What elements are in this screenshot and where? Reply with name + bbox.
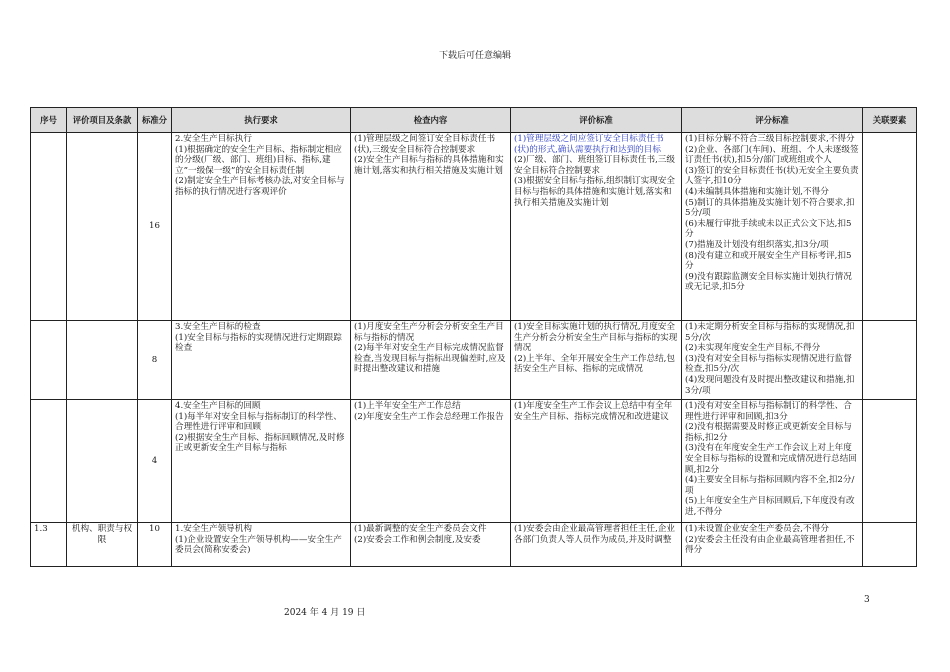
table-row <box>31 133 917 321</box>
row-check <box>351 400 511 523</box>
text-line: (4)未编制具体措施和实施计划,不得分 <box>685 186 829 197</box>
row-score: 4 <box>138 400 172 523</box>
text-line: (1)管理层级之间签订安全目标责任书(状),三级安全目标符合控制要求 <box>354 134 496 155</box>
highlighted-text-line: (1)管理层级之间应签订安全目标责任书(状)的形式,确认需要执行和达到的目标 <box>514 134 664 155</box>
col-header-eval-standard: 评价标准 <box>511 108 682 133</box>
row-grading <box>682 400 863 523</box>
text-line: 3.安全生产目标的检查 <box>175 322 261 332</box>
text-line: (3)没有对安全目标与指标实现情况进行监督检查,扣5分/次 <box>685 353 852 375</box>
row-requirement <box>172 523 351 567</box>
text-line: (1)月度安全生产分析会分析安全生产目标与指标的情况 <box>354 322 504 343</box>
header-note: 下载后可任意编辑 <box>438 51 511 61</box>
text-line: (2)企业、各部门(车间)、班组、个人未逐级签订责任书(状),扣5分/部门或班组或个人 <box>685 144 859 166</box>
row-item <box>67 400 138 523</box>
row-associated <box>863 133 917 321</box>
text-line: (1)企业设置安全生产领导机构——安全生产委员会(简称安委会) <box>175 534 342 556</box>
text-line: (2)安委会工作和例会制度,及安委 <box>354 534 481 545</box>
row-check <box>351 523 511 567</box>
row-grading <box>682 523 863 567</box>
text-line: (2)厂级、部门、班组签订目标责任书,三级安全目标符合控制要求 <box>514 155 675 176</box>
footer-date: 2024 年 4 月 19 日 <box>284 608 366 618</box>
row-item <box>67 321 138 400</box>
text-line: (1)最新调整的安全生产委员会文件 <box>354 524 487 534</box>
text-line: (2)安全生产目标与指标的具体措施和实施计划,落实和执行相关措施及实施计划 <box>354 155 504 176</box>
text-line: (2)没有根据需要及时修正或更新安全目标与指标,扣2分 <box>685 422 852 443</box>
col-header-score: 标准分 <box>138 108 172 133</box>
col-header-associated: 关联要素 <box>863 108 917 133</box>
evaluation-table <box>30 107 917 567</box>
col-header-grading: 评分标准 <box>682 108 863 133</box>
table-header-row <box>31 108 917 133</box>
text-line: (1)未定期分析安全目标与指标的实现情况,扣5分/次 <box>685 322 855 343</box>
row-check <box>351 133 511 321</box>
col-header-seq: 序号 <box>31 108 67 133</box>
text-line: (1)安全目标与指标的实现情况进行定期跟踪检查 <box>175 332 342 354</box>
text-line: (1)年度安全生产工作会议上总结中有全年安全生产目标、指标完成情况和改进建议 <box>514 401 673 422</box>
text-line: (2)安委会主任没有由企业最高管理者担任,不得分 <box>685 534 855 556</box>
text-line: (5)制订的具体措施及实施计划不符合要求,扣5分/项 <box>685 197 855 219</box>
text-line: (6)未履行审批手续或未以正式公文下达,扣5分 <box>685 218 852 240</box>
row-associated <box>863 523 917 567</box>
row-item: 机构、职责与权限 <box>67 523 138 567</box>
row-score: 8 <box>138 321 172 400</box>
text-line: (7)措施及计划没有组织落实,扣3分/项 <box>685 239 829 250</box>
text-line: 2.安全生产目标执行 <box>175 134 252 144</box>
text-line: (4)发现问题没有及时提出整改建议和措施,扣3分/项 <box>685 374 855 396</box>
text-line: (2)每半年对安全生产目标完成情况监督检查,当发现目标与指标出现偏差时,应及时提出整改建议和措施 <box>354 343 506 375</box>
text-line: (3)没有在年度安全生产工作会议上对上年度安全目标与指标的设置和完成情况进行总结回顾,扣2分 <box>685 443 857 475</box>
text-line: (1)安全目标实施计划的执行情况,月度安全生产分析会分析安全生产目标与指标的实现情况 <box>514 322 678 354</box>
text-line: (2)根据安全生产目标、指标回顾情况,及时修正或更新安全生产目标与指标 <box>175 432 345 454</box>
col-header-item: 评价项目及条款 <box>67 108 138 133</box>
row-grading <box>682 321 863 400</box>
row-eval-standard <box>511 400 682 523</box>
text-line: (1)安委会由企业最高管理者担任主任,企业各部门负责人等人员作为成员,并及时调整 <box>514 524 675 545</box>
row-requirement <box>172 400 351 523</box>
text-line: (9)没有跟踪监测安全目标实施计划执行情况或无记录,扣5分 <box>685 271 852 293</box>
table-row <box>31 321 917 400</box>
row-score: 16 <box>138 133 172 321</box>
row-requirement <box>172 133 351 321</box>
text-line: (2)未实现年度安全生产目标,不得分 <box>685 343 821 354</box>
text-line: (2)上半年、全年开展安全生产工作总结,包括安全生产目标、指标的完成情况 <box>514 353 675 375</box>
text-line: (1)未设置企业安全生产委员会,不得分 <box>685 524 829 534</box>
row-check <box>351 321 511 400</box>
row-requirement <box>172 321 351 400</box>
row-seq <box>31 133 67 321</box>
row-eval-standard <box>511 523 682 567</box>
text-line: (1)目标分解不符合三级目标控制要求,不得分 <box>685 134 855 144</box>
row-seq <box>31 400 67 523</box>
page-number: 3 <box>864 595 870 605</box>
text-line: (8)没有建立和或开展安全生产目标考评,扣5分 <box>685 250 852 272</box>
col-header-requirement: 执行要求 <box>172 108 351 133</box>
text-line: (5)上年度安全生产目标回顾后,下年度没有改进,不得分 <box>685 496 855 517</box>
row-associated <box>863 321 917 400</box>
table-row <box>31 523 917 567</box>
row-grading <box>682 133 863 321</box>
text-line: (3)根据安全目标与指标,组织制订实现安全目标与指标的具体措施和实施计划,落实和执行相关措施及实施计划 <box>514 176 675 208</box>
row-item <box>67 133 138 321</box>
row-seq <box>31 321 67 400</box>
text-line: (1)上半年安全生产工作总结 <box>354 401 461 411</box>
text-line: (2)制定安全生产目标考核办法,对安全目标与指标的执行情况进行客观评价 <box>175 176 345 197</box>
row-eval-standard <box>511 133 682 321</box>
table-row <box>31 400 917 523</box>
row-eval-standard <box>511 321 682 400</box>
text-line: (1)根据确定的安全生产目标、指标制定相应的分级(厂级、部门、班组)目标、指标,建立”一级保一级”的安全目标责任制 <box>175 144 342 176</box>
text-line: (3)签订的安全目标责任书(状)无安全主要负责人签字,扣10分 <box>685 165 859 187</box>
col-header-check: 检查内容 <box>351 108 511 133</box>
text-line: (4)主要安全目标与指标回顾内容不全,扣2分/项 <box>685 475 855 496</box>
text-line: (1)每半年对安全目标与指标制订的科学性、合理性进行评审和回顾 <box>175 411 342 433</box>
text-line: 4.安全生产目标的回顾 <box>175 401 261 411</box>
text-line: 1.安全生产领导机构 <box>175 524 252 534</box>
row-score: 10 <box>138 523 172 567</box>
row-associated <box>863 400 917 523</box>
text-line: (2)年度安全生产工作会总经理工作报告 <box>354 411 504 422</box>
text-line: (1)没有对安全目标与指标制订的科学性、合理性进行评审和回顾,扣3分 <box>685 401 852 422</box>
row-seq: 1.3 <box>31 523 67 567</box>
